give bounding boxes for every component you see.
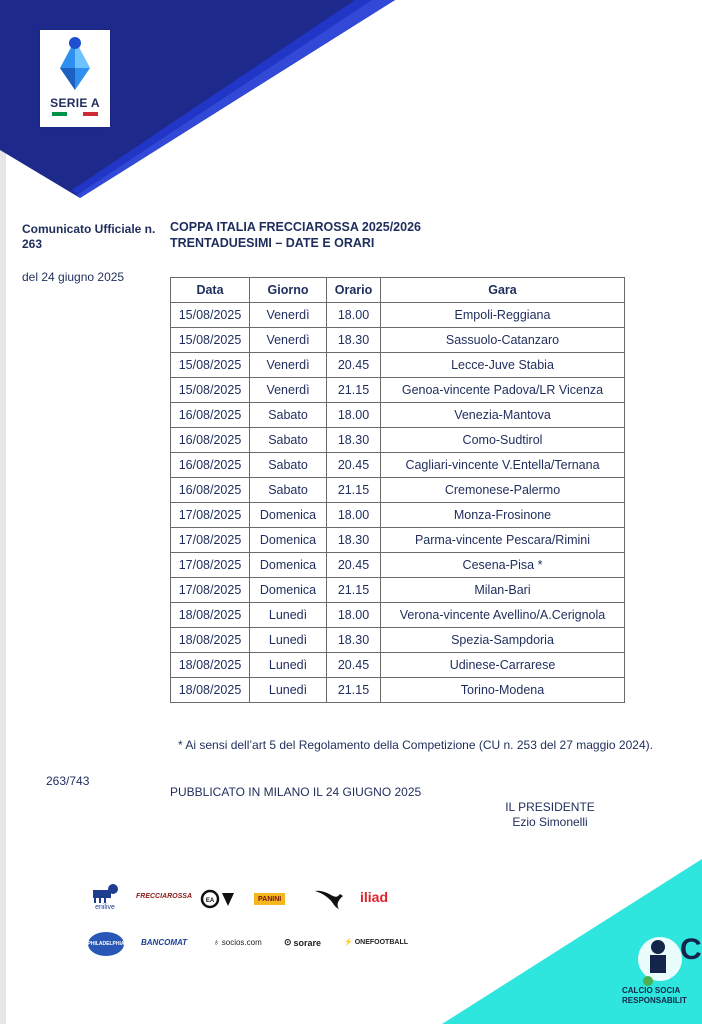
sponsor-panini: PANINI xyxy=(254,893,285,905)
cell-data: 17/08/2025 xyxy=(171,553,250,578)
cell-data: 17/08/2025 xyxy=(171,578,250,603)
page-reference: 263/743 xyxy=(46,774,90,788)
cell-data: 18/08/2025 xyxy=(171,678,250,703)
cell-orario: 21.15 xyxy=(327,578,381,603)
table-row xyxy=(171,378,625,403)
cell-gara: Sassuolo-Catanzaro xyxy=(381,328,625,353)
sponsor-puma xyxy=(314,888,344,910)
sponsor-onefootball xyxy=(344,938,408,946)
svg-text:EA: EA xyxy=(205,898,215,904)
cell-orario: 21.15 xyxy=(327,678,381,703)
cell-orario: 18.30 xyxy=(327,528,381,553)
header-giorno: Giorno xyxy=(250,278,327,303)
cell-orario: 21.15 xyxy=(327,378,381,403)
cell-orario: 18.00 xyxy=(327,303,381,328)
cell-data: 17/08/2025 xyxy=(171,528,250,553)
serie-a-emblem-icon xyxy=(40,30,110,96)
italian-flag xyxy=(52,112,98,116)
cell-giorno: Lunedì xyxy=(250,653,327,678)
cell-data: 16/08/2025 xyxy=(171,453,250,478)
comunicato-label: Comunicato Ufficiale n. 263 xyxy=(22,222,156,251)
cell-gara: Venezia-Mantova xyxy=(381,403,625,428)
table-row xyxy=(171,453,625,478)
schedule-table xyxy=(170,277,625,703)
cell-data: 18/08/2025 xyxy=(171,653,250,678)
table-row xyxy=(171,503,625,528)
logo-text: SERIE A xyxy=(50,96,100,110)
cell-data: 17/08/2025 xyxy=(171,503,250,528)
sponsor-onefootball-text: ONEFOOTBALL xyxy=(354,938,408,946)
cell-orario: 18.30 xyxy=(327,628,381,653)
table-row xyxy=(171,428,625,453)
six-legged-dog-icon xyxy=(91,882,119,904)
sponsor-ea-fc xyxy=(200,889,238,909)
cell-data: 18/08/2025 xyxy=(171,603,250,628)
cell-giorno: Venerdì xyxy=(250,378,327,403)
table-row xyxy=(171,603,625,628)
table-row xyxy=(171,303,625,328)
cell-orario: 18.00 xyxy=(327,403,381,428)
cell-giorno: Lunedì xyxy=(250,603,327,628)
cell-giorno: Domenica xyxy=(250,578,327,603)
cell-gara: Empoli-Reggiana xyxy=(381,303,625,328)
cell-gara: Torino-Modena xyxy=(381,678,625,703)
cell-data: 15/08/2025 xyxy=(171,378,250,403)
header-gara: Gara xyxy=(381,278,625,303)
cell-orario: 18.00 xyxy=(327,603,381,628)
cell-orario: 18.30 xyxy=(327,428,381,453)
cell-data: 18/08/2025 xyxy=(171,628,250,653)
cell-data: 15/08/2025 xyxy=(171,328,250,353)
table-body xyxy=(171,303,625,703)
csr-line-2: RESPONSABILIT xyxy=(622,996,687,1005)
cell-giorno: Sabato xyxy=(250,428,327,453)
flag-red xyxy=(83,112,98,116)
signature-block xyxy=(480,800,620,830)
table-row xyxy=(171,478,625,503)
cell-data: 16/08/2025 xyxy=(171,428,250,453)
cell-giorno: Sabato xyxy=(250,478,327,503)
table-row xyxy=(171,553,625,578)
cell-giorno: Venerdì xyxy=(250,328,327,353)
cell-giorno: Sabato xyxy=(250,403,327,428)
cell-orario: 20.45 xyxy=(327,653,381,678)
cell-gara: Lecce-Juve Stabia xyxy=(381,353,625,378)
puma-cat-icon xyxy=(314,888,344,910)
socios-icon: ♁ xyxy=(213,937,220,947)
sponsor-philadelphia: PHILADELPHIA xyxy=(88,932,124,956)
cell-gara: Verona-vincente Avellino/A.Cerignola xyxy=(381,603,625,628)
table-row xyxy=(171,628,625,653)
sponsor-iliad: iliad xyxy=(360,889,389,905)
table-row xyxy=(171,328,625,353)
cell-giorno: Domenica xyxy=(250,503,327,528)
cell-orario: 20.45 xyxy=(327,353,381,378)
sponsor-enilive-text: enilive xyxy=(95,904,115,911)
sorare-icon: ⊙ xyxy=(284,937,292,947)
header-orario: Orario xyxy=(327,278,381,303)
header-data: Data xyxy=(171,278,250,303)
table-row xyxy=(171,578,625,603)
table-row xyxy=(171,403,625,428)
flag-green xyxy=(52,112,67,116)
title-line-2: TRENTADUESIMI – DATE E ORARI xyxy=(170,236,375,250)
cell-gara: Udinese-Carrarese xyxy=(381,653,625,678)
table-row xyxy=(171,353,625,378)
cell-gara: Como-Sudtirol xyxy=(381,428,625,453)
svg-text:C: C xyxy=(680,933,702,966)
signature-role: IL PRESIDENTE xyxy=(505,800,595,814)
onefootball-icon: ⚡ xyxy=(344,939,353,946)
cell-data: 16/08/2025 xyxy=(171,403,250,428)
cell-gara: Parma-vincente Pescara/Rimini xyxy=(381,528,625,553)
cell-giorno: Lunedì xyxy=(250,678,327,703)
cell-gara: Monza-Frosinone xyxy=(381,503,625,528)
cell-giorno: Venerdì xyxy=(250,303,327,328)
table-row xyxy=(171,678,625,703)
csr-line-1: CALCIO SOCIA xyxy=(622,986,681,995)
cell-gara: Spezia-Sampdoria xyxy=(381,628,625,653)
cell-giorno: Domenica xyxy=(250,553,327,578)
comunicato-date: del 24 giugno 2025 xyxy=(22,270,125,284)
sponsor-frecciarossa: FRECCIAROSSA xyxy=(136,893,193,900)
cell-data: 15/08/2025 xyxy=(171,303,250,328)
table-row xyxy=(171,528,625,553)
cell-orario: 21.15 xyxy=(327,478,381,503)
document-title xyxy=(170,219,421,251)
serie-a-logo xyxy=(40,30,110,127)
sponsor-socios-text: socios.com xyxy=(221,937,262,947)
cell-data: 16/08/2025 xyxy=(171,478,250,503)
cell-orario: 18.30 xyxy=(327,328,381,353)
cell-gara: Cagliari-vincente V.Entella/Ternana xyxy=(381,453,625,478)
sponsor-sorare-text: sorare xyxy=(293,937,322,948)
cell-data: 15/08/2025 xyxy=(171,353,250,378)
published-statement: PUBBLICATO IN MILANO IL 24 GIUGNO 2025 xyxy=(170,785,422,799)
footnote: * Ai sensi dell’art 5 del Regolamento della Competizione (CU n. 253 del 27 maggio 2024). xyxy=(178,738,653,752)
csr-label xyxy=(622,986,702,1006)
sponsor-bancomat: BANCOMAT xyxy=(141,938,188,947)
cell-giorno: Lunedì xyxy=(250,628,327,653)
cell-orario: 20.45 xyxy=(327,553,381,578)
cell-giorno: Venerdì xyxy=(250,353,327,378)
cell-giorno: Sabato xyxy=(250,453,327,478)
cell-orario: 20.45 xyxy=(327,453,381,478)
sponsor-enilive-logo xyxy=(88,882,122,918)
table-row xyxy=(171,653,625,678)
ea-fc-logo-icon xyxy=(200,889,238,909)
sponsor-socios xyxy=(213,937,262,947)
cell-orario: 18.00 xyxy=(327,503,381,528)
cell-gara: Cremonese-Palermo xyxy=(381,478,625,503)
cell-gara: Genoa-vincente Padova/LR Vicenza xyxy=(381,378,625,403)
flag-white xyxy=(67,112,82,116)
title-line-1: COPPA ITALIA FRECCIAROSSA 2025/2026 xyxy=(170,220,421,234)
signature-name: Ezio Simonelli xyxy=(512,815,588,829)
sponsor-sorare xyxy=(284,937,321,948)
cell-giorno: Domenica xyxy=(250,528,327,553)
cell-gara: Milan-Bari xyxy=(381,578,625,603)
cell-gara: Cesena-Pisa * xyxy=(381,553,625,578)
table-header-row xyxy=(171,278,625,303)
